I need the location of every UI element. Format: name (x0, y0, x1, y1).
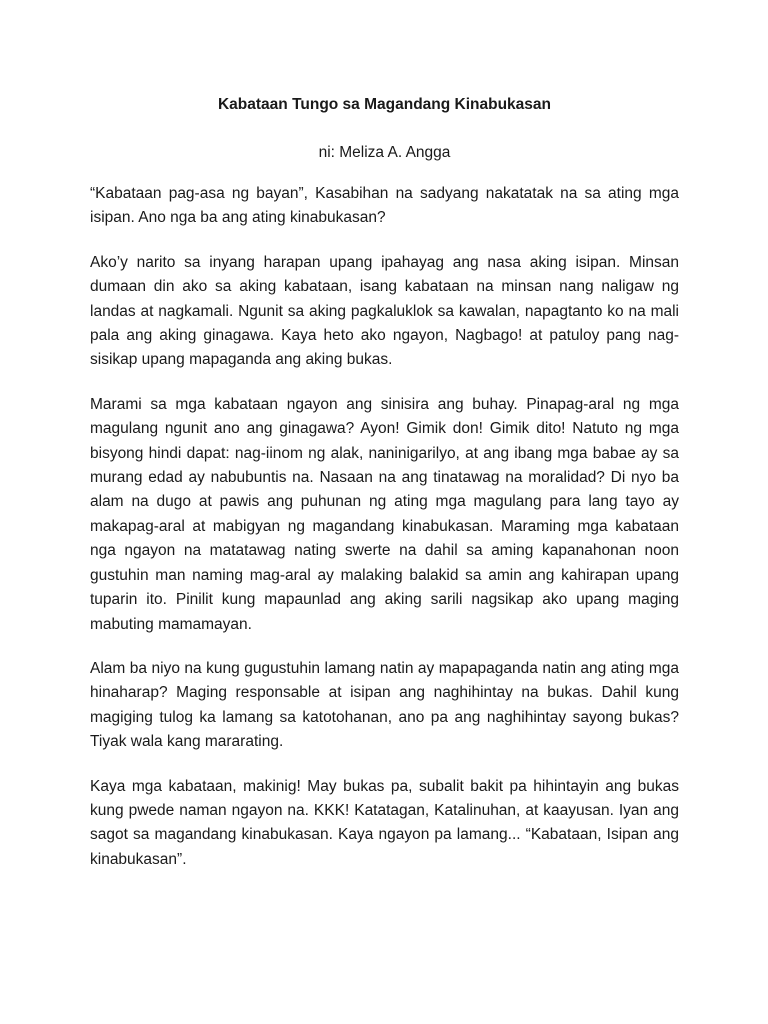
paragraph-4: Alam ba niyo na kung gugustuhin lamang natin ay mapapaganda natin ang ating mga hinaharap? Maging responsable at isipan ang naghihintay na bukas. Dahil kung magiging tulog ka lamang sa katotohanan, ano pa ang naghihintay sayong bukas? Tiyak wala kang mararating. (90, 659, 679, 751)
paragraph-3: Marami sa mga kabataan ngayon ang sinisira ang buhay. Pinapag-aral ng mga magulang ngunit ano ang ginagawa? Ayon! Gimik don! Gimik dito! Natuto ng mga bisyong hindi dapat: nag-iinom ng alak, naninigarilyo, at ang ibang mga babae ay sa murang edad ay nabubuntis na. Nasaan na ang tinatawag na moralidad? Di nyo ba alam na dugo at pawis ang puhunan ng ating mga magulang para lang tayo ay makapag-aral at mabigyan ng magandang kinabukasan. Maraming mga kabataan nga ngayon na matatawag nating swerte na dahil sa aming kapanahonan noon gustuhin man naming mag-aral ay malaking balakid sa amin ang kahirapan upang tuparin ito. Pinilit kung mapaunlad ang aking sarili nagsikap ako upang maging mabuting mamamayan. (90, 395, 679, 633)
paragraph-1: “Kabataan pag-asa ng bayan”, Kasabihan na sadyang nakatatak na sa ating mga isipan. Ano nga ba ang ating kinabukasan? (90, 185, 679, 227)
paragraph-2: Ako’y narito sa inyang harapan upang ipahayag ang nasa aking isipan. Minsan dumaan din ako sa aking kabataan, isang kabataan na minsan nang naligaw ng landas at nagkamali. Ngunit sa aking pagkaluklok sa kawalan, napagtanto ko na mali pala ang aking ginagawa. Kaya heto ako ngayon, Nagbago! at patuloy pang nag-sisikap upang mapaganda ang aking bukas. (90, 253, 679, 369)
author-line: ni: Meliza A. Angga (318, 144, 451, 161)
document-page (90, 94, 679, 872)
paragraph-5: Kaya mga kabataan, makinig! May bukas pa, subalit bakit pa hihintayin ang bukas kung pwede naman ngayon na. KKK! Katatagan, Katalinuhan, at kaayusan. Iyan ang sagot sa magandang kinabukasan. Kaya ngayon pa lamang... “Kabataan, Isipan ang kinabukasan”. (90, 777, 679, 868)
document-title: Kabataan Tungo sa Magandang Kinabukasan (217, 96, 551, 113)
